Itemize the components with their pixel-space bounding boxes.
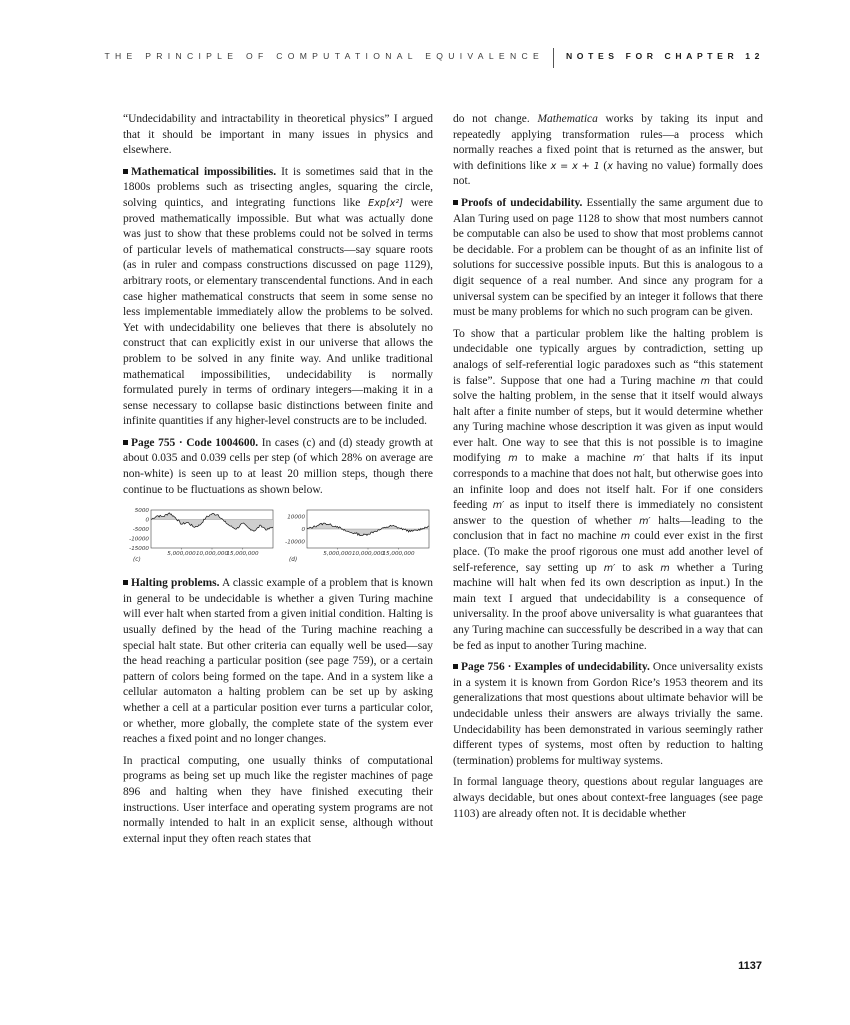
bullet-square-icon [453, 664, 458, 669]
plot-d [279, 508, 431, 562]
note-halting-problems: Halting problems. A classic example of a problem that is known in general to be undecidable is whether a given Turing machine will ever halt when started from a given initial condition. Halting is usually defined by the head of the Turing machine reaching a special halt state. But other criteria can equally well be used—say the head reaching a particular position (see page 759), or a certain pattern of colors being formed on the tape. And in a system like a cellular automaton a halting problem can be set up by asking whether a cell at a particular position ever turns a particular color, or whether, more globally, the complete state of the system ever reaches a fixed point and no longer changes. [123, 577, 433, 746]
note-heading: Halting problems. [131, 577, 220, 590]
running-head-divider [553, 48, 554, 68]
right-column [453, 112, 763, 828]
plot-d-svg [279, 508, 431, 562]
bullet-square-icon [453, 200, 458, 205]
y-tick-label: 5000 [134, 508, 149, 515]
x-tick-label: 10,000,000 [195, 551, 229, 558]
x-tick-label: 10,000,000 [351, 551, 385, 558]
paragraph: “Undecidability and intractability in theoretical physics” I argued that it should be important in many issues in physics and elsewhere. [123, 113, 433, 157]
y-tick-label: 0 [145, 517, 149, 524]
y-tick-label: -10000 [129, 536, 149, 543]
x-tick-label: 5,000,000 [167, 551, 196, 558]
note-proofs-of-undecidability: Proofs of undecidability. Essentially the same argument due to Alan Turing used on page 1128 to show that most numbers cannot be computable can also be used to show that most problems cannot be decidable. For a problem can be thought of as an infinite list of solutions for successive possible inputs. But this is analogous to a digit sequence of a real number. And since any program for a universal system can be specified by an integer it follows that there must be many problems for which no such program can be given. [453, 196, 763, 319]
note-heading: Mathematical impossibilities. [131, 165, 277, 178]
plot-c [123, 508, 275, 562]
note-heading: Page 755 · Code 1004600. [131, 436, 259, 449]
x-tick-label: 15,000,000 [226, 551, 259, 558]
note-heading: Page 756 · Examples of undecidability. [461, 661, 650, 674]
panel-label: (c) [133, 557, 141, 564]
running-head-book-title: THE PRINCIPLE OF COMPUTATIONAL EQUIVALENCE [104, 51, 544, 61]
x-tick-label: 5,000,000 [323, 551, 352, 558]
running-head [0, 48, 850, 68]
page-number: 1137 [738, 960, 762, 972]
y-tick-label: 10000 [287, 514, 305, 521]
inline-math: x [607, 160, 613, 172]
series-area-fill [151, 513, 273, 531]
paragraph: In formal language theory, questions about regular languages are always decidable, but ones about context-free languages (see page 1103) are already often not. It is decidable whether [453, 776, 763, 820]
running-head-chapter: NOTES FOR CHAPTER 12 [566, 51, 765, 61]
note-mathematical-impossibilities: Mathematical impossibilities. It is sometimes said that in the 1800s problems such as trisecting angles, squaring the circle, solving quintics, and integrating functions like Exp[x²] were proved mathematically impossible. But what was actually done was just to show that these problems could not be solved in terms of particular levels of mathematical constructs—say square roots (as in ruler and compass constructions discussed on page 1129), arbitrary roots, or elementary transcendental functions. And in each case higher mathematical constructs that seem in some sense no less implementable immediately allow the problems to be solved. Yet with undecidability one believes that there is absolutely no construct that can explicitly exist in our universe that allows the problem to be solved in any finite way. And unlike traditional mathematical impossibilities, undecidability is normally formulated purely in terms of ordinary integers—making it in a sense necessary to collapse basic distinctions between finite and infinite quantities if any higher-level constructs are to be included. [123, 165, 433, 428]
y-tick-label: 0 [301, 527, 305, 534]
paragraph: do not change. Mathematica works by taking its input and repeatedly applying transformation rules—a process which normally reaches a fixed point that is returned as the answer, but with definitions like x = x + 1 (x having no value) formally does not. [453, 113, 763, 188]
note-page-755: Page 755 · Code 1004600. In cases (c) and (d) steady growth at about 0.035 and 0.039 cells per step (of which 28% on average are non-white) is seen up to at least 20 million steps, though there continue to be fluctuations as shown below. [123, 436, 433, 496]
note-page-756: Page 756 · Examples of undecidability. Once universality exists in a system it is known from Gordon Rice’s 1953 theorem and its generalizations that most questions about ultimate behavior will be undecidable unless their answers are always trivially the same. Undecidability has been demonstrated in various seemingly rather different types of systems, most often by reduction to halting (termination) problems for multiway systems. [453, 661, 763, 767]
x-tick-label: 15,000,000 [382, 551, 415, 558]
note-heading: Proofs of undecidability. [461, 196, 583, 209]
bullet-square-icon [123, 580, 128, 585]
inline-math: Exp[x²] [368, 197, 403, 209]
inline-math: x = x + 1 [550, 160, 600, 172]
panel-label: (d) [289, 557, 298, 564]
plot-c-svg [123, 508, 275, 562]
bullet-square-icon [123, 169, 128, 174]
y-tick-label: -10000 [285, 539, 305, 546]
paragraph: In practical computing, one usually thinks of computational programs as being set up much like the register machines of page 896 and halting when they have finished executing their instructions. User interface and operating system programs are not normally intended to halt in an explicit sense, although without external input they often reach states that [123, 754, 433, 845]
bullet-square-icon [123, 440, 128, 445]
paragraph-halting-proof: To show that a particular problem like the halting problem is undecidable one typically argues by contradiction, setting up analogs of self-referential logic paradoxes such as “this statement is false”. Suppose that one had a Turing machine m that could solve the halting problem, in the sense that it itself would always halt after a finite number of steps, but it would determine whether any Turing machine whose description it was given as input would ever halt. One way to see that this is not possible is to imagine modifying m to make a machine m′ that halts if its input corresponds to a machine that does not halt, but otherwise goes into an infinite loop and does not itself halt. For if one considers feeding m′ as input to itself there is immediately no consistent answer to the question of whether m′ halts—leading to the conclusion that in fact no machine m could ever exist in the first place. (To make the proof rigorous one must add another level of self-reference, say setting up m′ to ask m whether a Turing machine will halt when fed its own description as input.) In the main text I argued that undecidability is a consequence of universality. In the proof above universality is what guarantees that any Turing machine can successfully be described in a way that can be fed as input to another Turing machine. [453, 327, 764, 652]
y-tick-label: -15000 [129, 546, 149, 553]
fluctuation-plots [123, 508, 433, 562]
left-column [123, 112, 433, 853]
y-tick-label: -5000 [132, 527, 149, 534]
